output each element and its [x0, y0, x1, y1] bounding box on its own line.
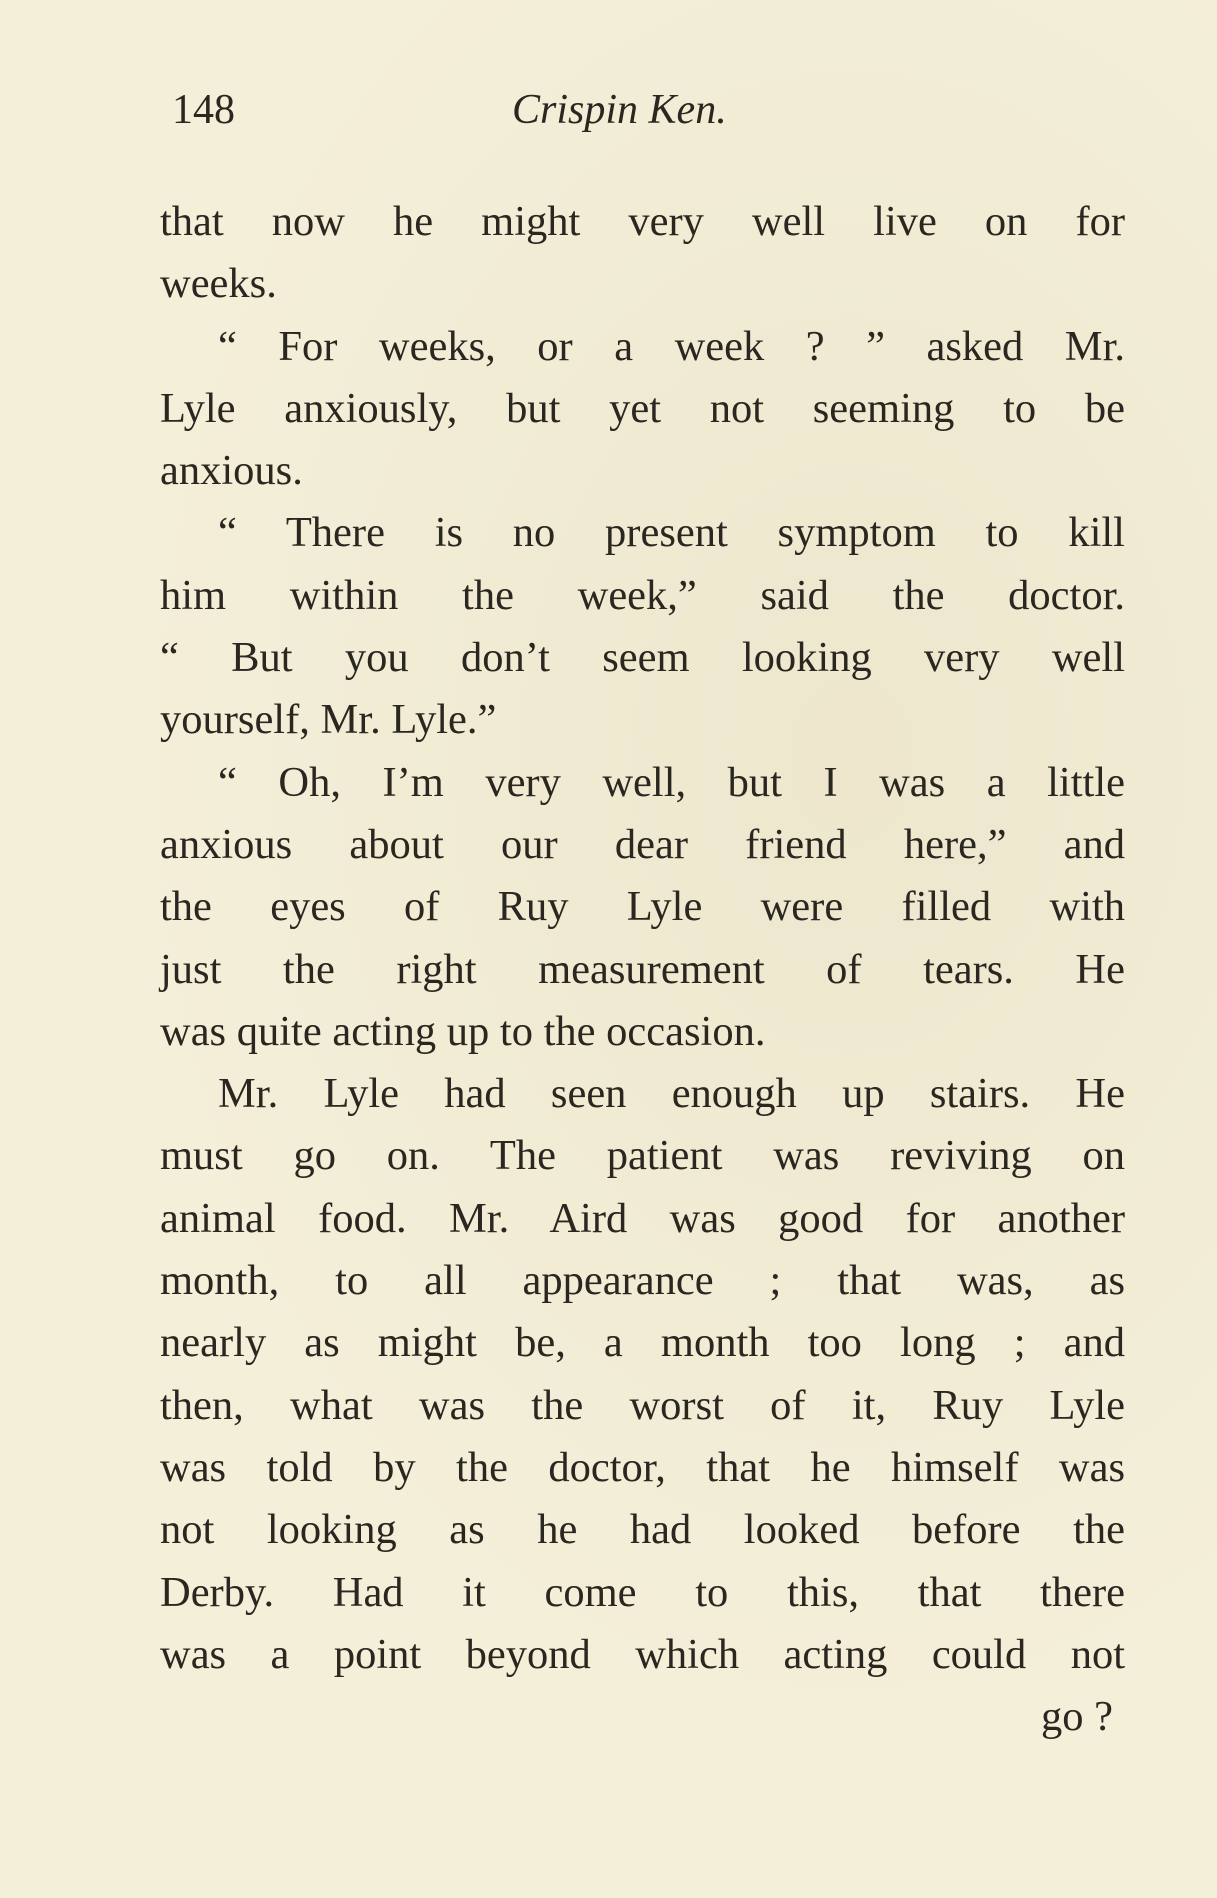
text-line: was told by the doctor, that he himself was: [160, 1443, 1125, 1491]
text-line: him within the week,” said the doctor.: [160, 571, 1125, 619]
page-number: 148: [172, 87, 235, 133]
text-line: month, to all appearance ; that was, as: [160, 1257, 1125, 1305]
text-line: animal food. Mr. Aird was good for another: [160, 1194, 1125, 1242]
text-line: the eyes of Ruy Lyle were filled with: [160, 883, 1125, 931]
text-line: just the right measurement of tears. He: [160, 945, 1125, 993]
text-line: “ There is no present symptom to kill: [218, 509, 1125, 557]
text-line: anxious about our dear friend here,” and: [160, 820, 1125, 868]
text-line: not looking as he had looked before the: [160, 1506, 1125, 1554]
text-line: nearly as might be, a month too long ; and: [160, 1319, 1125, 1367]
text-line: weeks.: [160, 260, 277, 308]
text-line: yourself, Mr. Lyle.”: [160, 696, 497, 744]
text-line: Lyle anxiously, but yet not seeming to be: [160, 384, 1125, 432]
text-line: Derby. Had it come to this, that there: [160, 1568, 1125, 1616]
text-line: was a point beyond which acting could not: [160, 1630, 1125, 1678]
text-line: that now he might very well live on for: [160, 198, 1125, 245]
text-line: was quite acting up to the occasion.: [160, 1007, 766, 1055]
text-line: anxious.: [160, 447, 303, 495]
body-text: [160, 191, 1125, 1748]
text-line: must go on. The patient was reviving on: [160, 1132, 1125, 1180]
text-line: then, what was the worst of it, Ruy Lyle: [160, 1381, 1125, 1429]
running-head: [172, 80, 1080, 140]
text-line: “ For weeks, or a week ? ” asked Mr.: [218, 322, 1125, 370]
text-line: “ Oh, I’m very well, but I was a little: [218, 758, 1125, 806]
text-line: “ But you don’t seem looking very well: [160, 634, 1125, 682]
running-title: Crispin Ken.: [512, 87, 727, 133]
text-line: go ?: [1041, 1693, 1113, 1741]
text-line: Mr. Lyle had seen enough up stairs. He: [218, 1070, 1125, 1118]
